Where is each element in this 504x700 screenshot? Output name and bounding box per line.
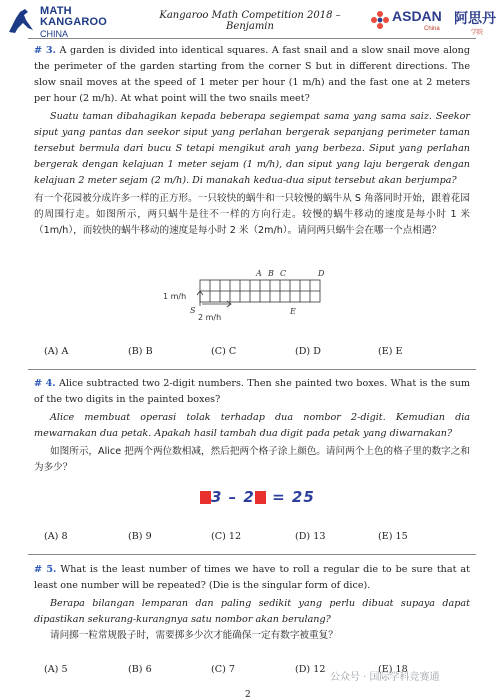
q4-option-a[interactable]: (A) 8 — [44, 531, 68, 542]
asdan-subtitle: China — [424, 26, 440, 32]
q4-number: # 4. — [34, 378, 56, 389]
q5-english: # 5. What is the least number of times we have to roll a regular die to be sure that at least one number will be repeated? (Die is the singular form of dice). — [34, 564, 470, 591]
watermark: 公众号 · 国际学科竞赛通 — [330, 672, 440, 683]
q3-option-e[interactable]: (E) E — [378, 346, 403, 357]
math-kangaroo-logo — [6, 4, 116, 38]
q4-option-c[interactable]: (C) 12 — [211, 531, 242, 542]
q3-option-b[interactable]: (B) B — [128, 346, 153, 357]
q5-option-a[interactable]: (A) 5 — [44, 664, 68, 675]
point-s: S — [190, 306, 196, 315]
asdan-logo — [368, 4, 500, 38]
q4-option-b[interactable]: (B) 9 — [128, 531, 152, 542]
asj-wordmark: 阿思丹 — [454, 11, 496, 27]
point-e: E — [290, 307, 296, 316]
q5-option-c[interactable]: (C) 7 — [211, 664, 235, 675]
q5-option-b[interactable]: (B) 6 — [128, 664, 152, 675]
q4-option-d[interactable]: (D) 13 — [295, 531, 326, 542]
point-c: C — [280, 269, 287, 278]
q4-divider — [28, 554, 476, 555]
point-d: D — [318, 269, 325, 278]
q4-equation: 3 – 2 = 25 — [200, 488, 315, 506]
painted-box-1 — [200, 491, 211, 504]
asdan-wordmark: ASDAN — [392, 8, 442, 24]
page-title: Kangaroo Math Competition 2018 – Benjamin — [159, 10, 341, 32]
flower-icon — [370, 10, 390, 30]
painted-box-2 — [255, 491, 266, 504]
kangaroo-icon — [6, 6, 36, 36]
q3-english: # 3. A garden is divided into identical squares. A fast snail and a slow snail move along the perimeter of the garden starting from the corner S but in different directions. The slow snail moves at the speed of 1 meter per hour (1 m/h) and the fast one at 2 meters per hour (2 m/h). At what point will the two snails meet? — [34, 45, 470, 104]
logo-text: MATH KANGAROO — [40, 5, 107, 28]
q4-option-e[interactable]: (E) 15 — [378, 531, 408, 542]
q4-chinese: 如图所示，Alice 把两个两位数相减，然后把两个格子涂上颜色。请问两个上色的格子里的数字之和为多少？ — [34, 446, 470, 473]
page-header — [0, 0, 504, 40]
point-a: A — [256, 269, 262, 278]
q3-malay: Suatu taman dibahagikan kepada beberapa segiempat sama yang sama saiz. Seekor siput yang pantas dan seekor siput yang perlahan bergerak sepanjang perimeter taman tersebut bermula dari bucu S tetapi mengikut arah yang berbeza. Siput yang perlahan bergerak dengan kelajuan 1 meter sejam (1 m/h), dan siput yang laju bergerak dengan kelajuan 2 meter sejam (2 m/h). Di manakah kedua-dua siput tersebut akan berjumpa? — [34, 111, 470, 186]
point-b: B — [268, 269, 274, 278]
q4-malay: Alice membuat operasi tolak terhadap dua nombor 2-digit. Kemudian dia mewarnakan dua petak. Apakah hasil tambah dua digit pada petak yang diwarnakan? — [34, 412, 470, 439]
q5-malay: Berapa bilangan lemparan dan paling sedikit yang perlu dibuat supaya dapat dipastikan sekurang-kurangnya satu nombor akan berulang? — [34, 598, 470, 625]
q4-english: # 4. Alice subtracted two 2-digit numbers. Then she painted two boxes. What is the sum of the two digits in the painted boxes? — [34, 378, 470, 405]
q3-divider — [28, 369, 476, 370]
q3-option-c[interactable]: (C) C — [211, 346, 237, 357]
q5-option-e[interactable]: (E) 18 — [378, 664, 408, 675]
header-divider — [28, 38, 476, 39]
q5-number: # 5. — [34, 564, 57, 575]
q3-option-a[interactable]: (A) A — [44, 346, 69, 357]
q3-chinese: 有一个花园被分成许多一样的正方形。一只较快的蜗牛和一只较慢的蜗牛从 S 角落同时开始，跟着花园的周围行走。如图所示，两只蜗牛是往不一样的方向行走。较慢的蜗牛移动的速度是每小时 1 米（1m/h），而较快的蜗牛移动的速度是每小时 2 米（2m/h）。请问两只蜗牛会在哪一个点相遇？ — [34, 193, 470, 236]
speed-slow: 1 m/h — [163, 292, 187, 301]
speed-fast: 2 m/h — [198, 313, 222, 322]
page-number: 2 — [245, 690, 251, 700]
q3-number: # 3. — [34, 45, 56, 56]
q3-option-d[interactable]: (D) D — [295, 346, 321, 357]
q5-chinese: 请问掷一粒常规骰子时，需要掷多少次才能确保一定有数字被重复？ — [50, 630, 338, 641]
q3-garden-figure — [150, 264, 340, 326]
logo-country: CHINA — [40, 29, 69, 39]
asj-subtitle: 学院 — [471, 29, 484, 36]
q5-option-d[interactable]: (D) 12 — [295, 664, 326, 675]
